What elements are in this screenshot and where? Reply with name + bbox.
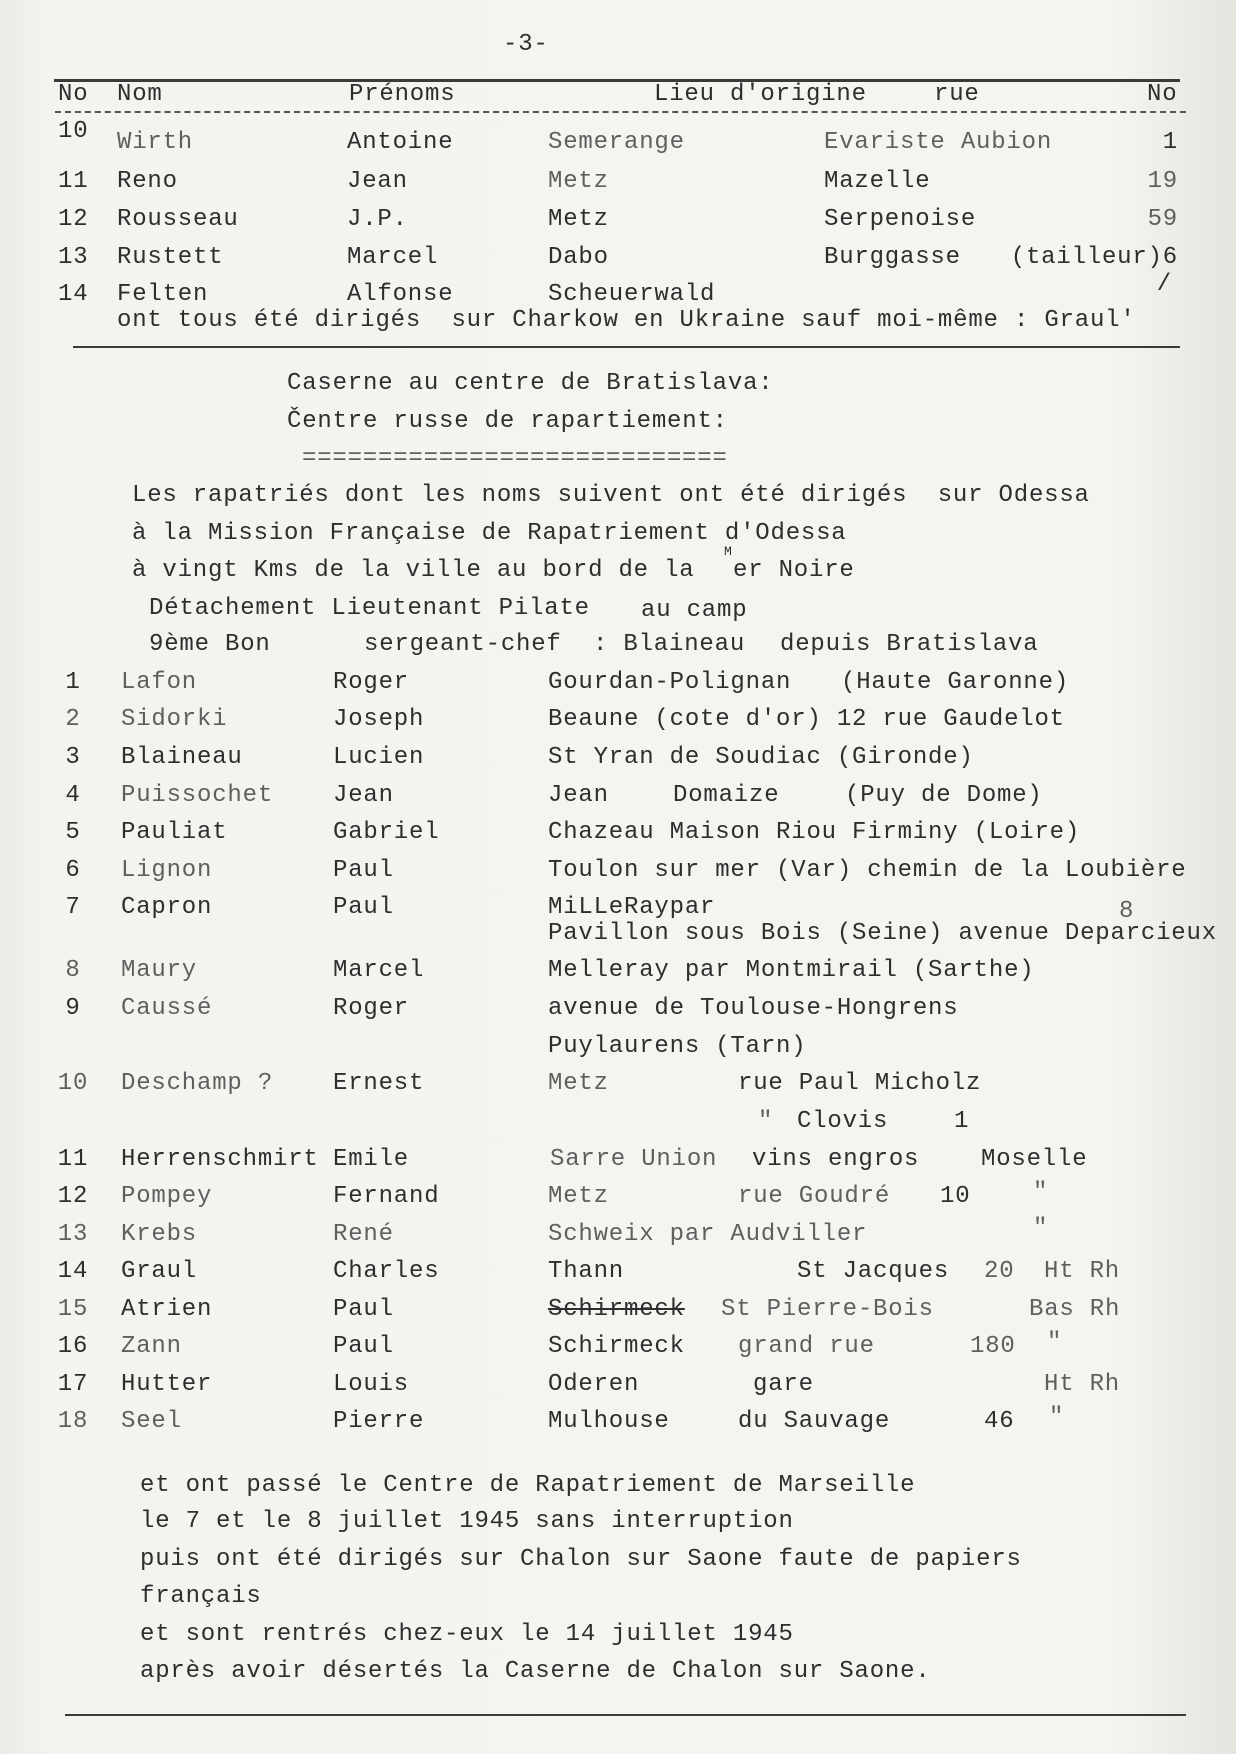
- item-lieu: Thann: [548, 1258, 625, 1285]
- item-no: 7: [65, 894, 81, 921]
- list-item: [0, 1296, 1236, 1324]
- item-nom: Pauliat: [121, 819, 228, 846]
- list-item: [0, 1146, 1236, 1174]
- closing-line-2: le 7 et le 8 juillet 1945 sans interruption: [140, 1508, 794, 1535]
- item-prenom: Joseph: [333, 706, 425, 733]
- item-lieu: Melleray par Montmirail (Sarthe): [548, 957, 1035, 984]
- row-numero: 19: [1147, 168, 1178, 195]
- item-prenom: Paul: [333, 857, 394, 884]
- row-prenom: Jean: [347, 168, 408, 195]
- header-rue: rue: [934, 81, 980, 108]
- row-prenom: Alfonse: [347, 281, 454, 308]
- item-commune: Domaize: [673, 782, 780, 809]
- item-nom: Graul: [121, 1258, 198, 1285]
- header-nom: Nom: [117, 81, 163, 108]
- list-item: [0, 1404, 1236, 1436]
- item-no: 8: [65, 957, 81, 984]
- item-nom: Deschamp ?: [121, 1070, 274, 1097]
- row-lieu: Dabo: [548, 244, 609, 271]
- item-lieu-line2: Pavillon sous Bois (Seine) avenue Deparcieux: [548, 920, 1217, 947]
- row-rue: Evariste Aubion: [824, 129, 1053, 156]
- list-item: [0, 706, 1236, 734]
- closing-line-6: après avoir désertés la Caserne de Chalon sur Saone.: [140, 1658, 931, 1685]
- item-lieu: Schirmeck: [548, 1333, 685, 1360]
- item-nom: Hutter: [121, 1371, 213, 1398]
- item-rue: vins engros: [752, 1146, 920, 1173]
- list-item: [0, 1070, 1236, 1135]
- table-bottom-rule: [73, 346, 1180, 348]
- row-nom: Felten: [117, 281, 209, 308]
- item-rue: grand rue: [738, 1333, 875, 1360]
- item-prenom: Pierre: [333, 1408, 425, 1435]
- item-nom: Sidorki: [121, 706, 228, 733]
- item-region: (Haute Garonne): [841, 669, 1070, 696]
- item-no: 11: [57, 1146, 89, 1173]
- item-lieu: avenue de Toulouse-Hongrens: [548, 995, 959, 1022]
- item-nom: Capron: [121, 894, 213, 921]
- row-numero: 59: [1147, 206, 1178, 233]
- item-rue: St Jacques: [797, 1258, 950, 1285]
- list-item: [0, 1329, 1236, 1361]
- item-region: Moselle: [981, 1146, 1088, 1173]
- header-numero: No: [1147, 81, 1178, 108]
- table-row: [0, 118, 1236, 157]
- intro-line-1: Les rapatriés dont les noms suivent ont été dirigés sur Odessa: [132, 482, 1090, 509]
- item-rue-line2: Clovis: [797, 1108, 889, 1135]
- item-prenom: René: [333, 1221, 394, 1248]
- section-heading: Caserne au centre de Bratislava:: [287, 370, 774, 397]
- item-nom: Lafon: [121, 669, 198, 696]
- table-note: ont tous été dirigés sur Charkow en Ukraine sauf moi-même : Graul': [117, 307, 1136, 334]
- closing-line-4: français: [140, 1583, 262, 1610]
- item-rue: rue Goudré: [738, 1183, 891, 1210]
- item-prenom: Emile: [333, 1146, 410, 1173]
- item-region: (Puy de Dome): [845, 782, 1043, 809]
- section-underline: ============================: [302, 445, 728, 472]
- item-numero: 10: [940, 1183, 971, 1210]
- item-prenom: Gabriel: [333, 819, 440, 846]
- item-lieu-line2: Puylaurens (Tarn): [548, 1033, 807, 1060]
- item-nom: Krebs: [121, 1221, 198, 1248]
- item-lieu: Sarre Union: [550, 1146, 718, 1173]
- item-region: Bas Rh: [1029, 1296, 1121, 1323]
- table-header-rule: [55, 111, 1186, 113]
- intro-line-3-raised-letter: M: [724, 544, 733, 559]
- item-no: 16: [57, 1333, 89, 1360]
- item-prenom: Marcel: [333, 957, 425, 984]
- item-prenom: Ernest: [333, 1070, 425, 1097]
- list-item: [0, 957, 1236, 985]
- item-prenom: Lucien: [333, 744, 425, 771]
- item-no: 5: [65, 819, 81, 846]
- list-item: [0, 894, 1236, 947]
- item-nom: Lignon: [121, 857, 213, 884]
- item-prenom: Fernand: [333, 1183, 440, 1210]
- item-nom: Zann: [121, 1333, 182, 1360]
- item-no: 6: [65, 857, 81, 884]
- closing-line-5: et sont rentrés chez-eux le 14 juillet 1945: [140, 1621, 794, 1648]
- item-lieu: Mulhouse: [548, 1408, 670, 1435]
- depuis-bratislava: depuis Bratislava: [780, 631, 1039, 658]
- page-bottom-rule: [65, 1714, 1186, 1716]
- item-no: 3: [65, 744, 81, 771]
- list-item: [0, 1179, 1236, 1211]
- item-lieu: Metz: [548, 1070, 609, 1097]
- item-lieu: St Yran de Soudiac (Gironde): [548, 744, 974, 771]
- item-no: 2: [65, 706, 81, 733]
- item-prenom: Jean: [333, 782, 394, 809]
- item-numero: 20: [984, 1258, 1015, 1285]
- item-prenom: Louis: [333, 1371, 410, 1398]
- page-number: -3-: [503, 31, 549, 58]
- header-prenoms: Prénoms: [349, 81, 456, 108]
- row-lieu: Semerange: [548, 129, 685, 156]
- item-nom: Seel: [121, 1408, 182, 1435]
- row-no: 12: [58, 206, 89, 233]
- table-row: [0, 168, 1236, 196]
- table-row: [0, 206, 1236, 234]
- row-no: 10: [58, 118, 89, 145]
- list-item: [0, 744, 1236, 772]
- item-nom: Caussé: [121, 995, 213, 1022]
- item-nom: Puissochet: [121, 782, 274, 809]
- item-nom: Blaineau: [121, 744, 243, 771]
- row-nom: Reno: [117, 168, 178, 195]
- closing-line-3: puis ont été dirigés sur Chalon sur Saone faute de papiers: [140, 1546, 1022, 1573]
- item-nom: Herrenschmirt: [121, 1146, 319, 1173]
- table-header: [0, 81, 1236, 109]
- sergeant-name: : Blaineau: [593, 631, 746, 658]
- item-nom: Atrien: [121, 1296, 213, 1323]
- table-row: [0, 244, 1236, 272]
- item-no: 4: [65, 782, 81, 809]
- row-nom: Rousseau: [117, 206, 239, 233]
- item-no: 15: [57, 1296, 89, 1323]
- item-nom: Maury: [121, 957, 198, 984]
- row-no: 14: [58, 281, 89, 308]
- intro-line-3-end: er Noire: [733, 557, 855, 584]
- item-lieu: MiLLeRaypar: [548, 894, 716, 921]
- item-lieu: Jean: [548, 782, 609, 809]
- table-row: [0, 271, 1236, 309]
- item-lieu: Chazeau Maison Riou Firminy (Loire): [548, 819, 1081, 846]
- header-lieu: Lieu d'origine: [654, 81, 867, 108]
- item-no: 9: [65, 995, 81, 1022]
- list-item: [0, 1371, 1236, 1399]
- row-no: 13: [58, 244, 89, 271]
- item-numero: 46: [984, 1408, 1015, 1435]
- header-no: No: [58, 81, 89, 108]
- item-region: Ht Rh: [1044, 1258, 1121, 1285]
- list-item: [0, 819, 1236, 847]
- item-lieu-struck: Schirmeck: [548, 1296, 685, 1323]
- item-region: ": [1047, 1329, 1063, 1356]
- detachement-line: Détachement Lieutenant Pilate: [149, 595, 590, 622]
- list-item: [0, 995, 1236, 1060]
- row-nom: Wirth: [117, 129, 194, 156]
- closing-line-1: et ont passé le Centre de Rapatriement de Marseille: [140, 1472, 916, 1499]
- list-item: [0, 1258, 1236, 1286]
- item-no: 1: [65, 669, 81, 696]
- item-prenom: Charles: [333, 1258, 440, 1285]
- item-nom: Pompey: [121, 1183, 213, 1210]
- item-region: ": [1033, 1179, 1049, 1206]
- item-prenom: Roger: [333, 669, 410, 696]
- item-rue: St Pierre-Bois: [721, 1296, 934, 1323]
- row-nom: Rustett: [117, 244, 224, 271]
- bataillon: 9ème Bon: [149, 631, 271, 658]
- item-no: 10: [57, 1070, 89, 1097]
- item-prenom: Paul: [333, 894, 394, 921]
- section-subheading: Čentre russe de rapartiement:: [287, 408, 728, 435]
- list-item: [0, 857, 1236, 885]
- item-prenom: Paul: [333, 1333, 394, 1360]
- row-prenom: J.P.: [347, 206, 408, 233]
- item-numero: 180: [970, 1333, 1016, 1360]
- item-lieu: Schweix par Audviller: [548, 1221, 868, 1248]
- row-prenom: Antoine: [347, 129, 454, 156]
- item-lieu: Toulon sur mer (Var) chemin de la Loubière: [548, 857, 1187, 884]
- item-no: 18: [57, 1408, 89, 1435]
- item-no: 12: [57, 1183, 89, 1210]
- item-no: 13: [57, 1221, 89, 1248]
- intro-line-2: à la Mission Française de Rapatriement d'Odessa: [132, 520, 847, 547]
- row-lieu: Metz: [548, 168, 609, 195]
- item-prenom: Roger: [333, 995, 410, 1022]
- item-numero-line2: 1: [954, 1108, 970, 1135]
- sergeant-title: sergeant-chef: [364, 631, 562, 658]
- item-no: 14: [57, 1258, 89, 1285]
- item-lieu: Metz: [548, 1183, 609, 1210]
- row-numero: /: [1156, 271, 1172, 298]
- row-numero: (tailleur)6: [1010, 244, 1178, 271]
- item-rue: rue Paul Micholz: [738, 1070, 982, 1097]
- item-rue: du Sauvage: [738, 1408, 891, 1435]
- item-lieu: Oderen: [548, 1371, 640, 1398]
- row-rue: Serpenoise: [824, 206, 977, 233]
- item-lieu: Beaune (cote d'or) 12 rue Gaudelot: [548, 706, 1065, 733]
- row-prenom: Marcel: [347, 244, 439, 271]
- row-rue: Burggasse: [824, 244, 961, 271]
- intro-line-3: à vingt Kms de la ville au bord de la: [132, 557, 695, 584]
- row-no: 11: [58, 168, 89, 195]
- list-item: [0, 1215, 1236, 1249]
- list-item: [0, 782, 1236, 810]
- item-rue: gare: [753, 1371, 814, 1398]
- row-rue: Mazelle: [824, 168, 931, 195]
- item-ditto: ": [758, 1108, 774, 1135]
- item-region: ": [1033, 1215, 1049, 1242]
- row-lieu: Scheuerwald: [548, 281, 716, 308]
- row-numero: 1: [1162, 129, 1178, 156]
- item-region: ": [1049, 1404, 1065, 1431]
- item-region: Ht Rh: [1044, 1371, 1121, 1398]
- item-prenom: Paul: [333, 1296, 394, 1323]
- row-lieu: Metz: [548, 206, 609, 233]
- list-item: [0, 669, 1236, 697]
- au-camp: au camp: [641, 597, 748, 624]
- item-no: 17: [57, 1371, 89, 1398]
- item-lieu: Gourdan-Polignan: [548, 669, 792, 696]
- item-numero: 8: [1119, 898, 1135, 925]
